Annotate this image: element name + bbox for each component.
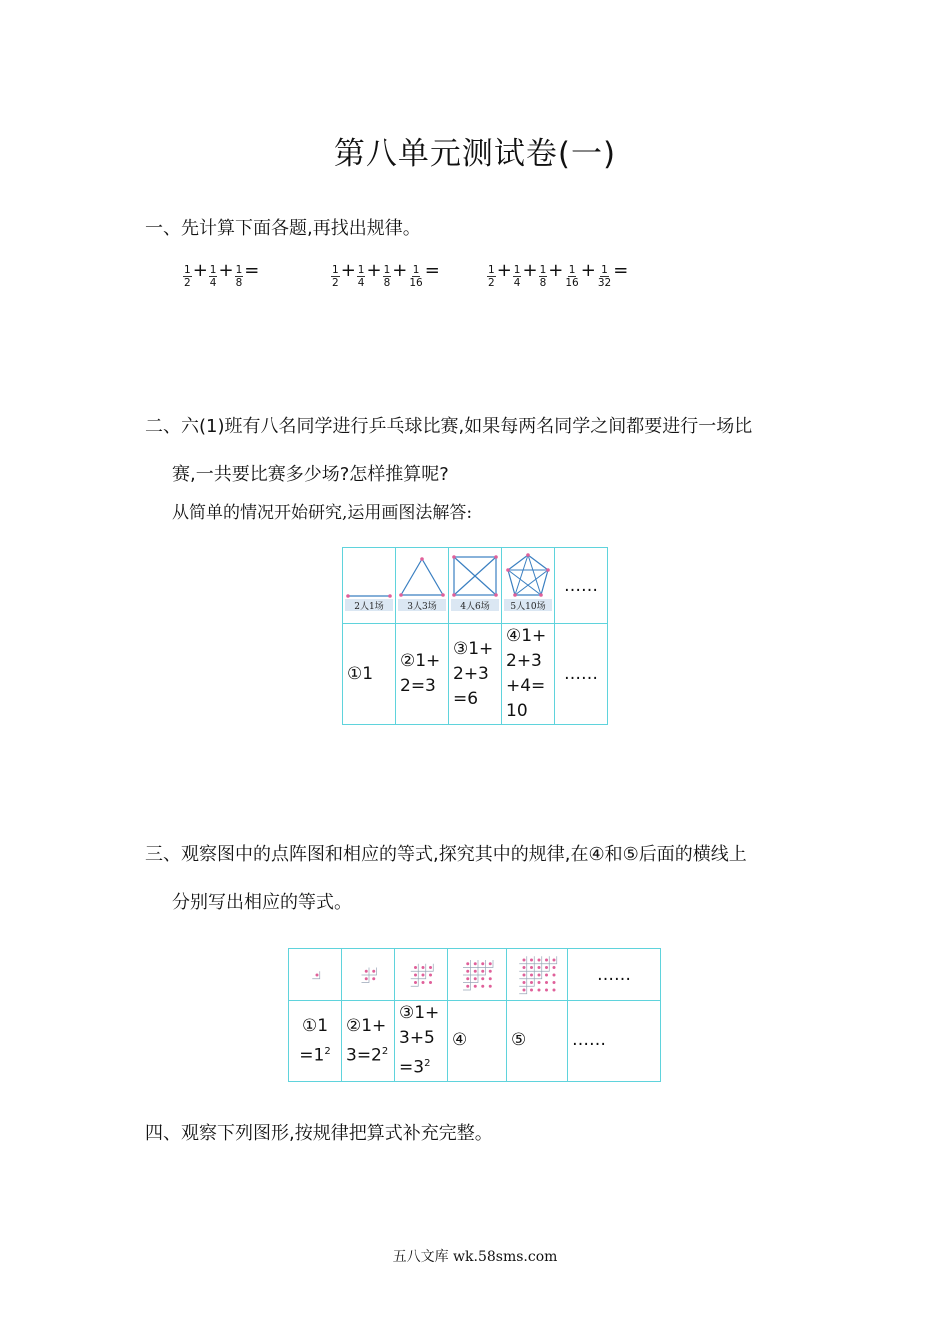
dot	[530, 966, 533, 969]
dot	[365, 977, 368, 980]
fraction-numerator: 1	[184, 264, 191, 276]
five-players-diagram	[502, 549, 554, 623]
page-title: 第八单元测试卷(一)	[333, 136, 617, 172]
handshake-table	[342, 547, 608, 725]
fraction	[331, 264, 340, 289]
formula-4-line-4: 10	[506, 701, 528, 721]
dot-formula-cell-2	[342, 1001, 395, 1082]
dot-formula-1-line-1: ①1	[301, 1015, 329, 1036]
dot	[489, 977, 492, 980]
dot	[466, 962, 469, 965]
pic-cell-4	[449, 548, 502, 624]
fraction-denominator: 8	[539, 277, 547, 289]
formula-4-line-1: ④1+	[506, 626, 547, 646]
dot-cell-5	[507, 949, 568, 1001]
three-players-diagram	[396, 549, 448, 623]
dot-formula-cell-1	[289, 1001, 342, 1082]
fraction-denominator: 4	[209, 277, 217, 289]
plus-sign: +	[548, 260, 564, 281]
pic-label-2: 2人1场	[354, 601, 384, 612]
fraction-numerator: 1	[601, 264, 608, 276]
dot	[429, 981, 432, 984]
dot-cell-3	[395, 949, 448, 1001]
dot-formula-3-line-2: 3+5	[399, 1028, 435, 1048]
fraction	[383, 264, 392, 289]
expression-1	[182, 260, 260, 289]
equals-sign: =	[244, 260, 260, 281]
fraction	[539, 264, 548, 289]
dot	[474, 984, 477, 987]
pic-label-4: 4人6场	[460, 601, 490, 612]
fraction-denominator: 16	[565, 277, 579, 289]
fraction-numerator: 1	[235, 264, 243, 276]
dot-ellipsis-bottom: ……	[568, 1001, 661, 1082]
formula-1-line-1: ①1	[347, 663, 374, 684]
dot-cell-2	[342, 949, 395, 1001]
dot-cell-4	[448, 949, 507, 1001]
dot	[422, 966, 425, 969]
dot-ellipsis-top: ……	[568, 949, 661, 1001]
dot	[545, 958, 548, 961]
dot	[545, 981, 548, 984]
fraction-numerator: 1	[568, 264, 576, 276]
formula-cell-4	[502, 624, 555, 725]
dot	[466, 984, 469, 987]
ellipsis-cell-bottom: ……	[555, 624, 608, 725]
fraction-numerator: 1	[513, 264, 521, 276]
four-players-diagram	[449, 549, 501, 623]
fraction-denominator: 8	[235, 277, 243, 289]
dot	[523, 973, 526, 976]
dot	[553, 966, 556, 969]
formula-4-line-3: +4=	[506, 676, 546, 696]
question-3-text-line2: 分别写出相应的等式。	[172, 892, 352, 913]
dot	[530, 988, 533, 991]
dot	[474, 977, 477, 980]
fraction	[357, 264, 366, 289]
footer-watermark: 五八文库 wk.58sms.com	[392, 1249, 558, 1265]
fraction	[235, 264, 244, 289]
plus-sign: +	[392, 260, 408, 281]
question-1-text: 一、先计算下面各题,再找出规律。	[145, 218, 421, 239]
fraction-numerator: 1	[383, 264, 391, 276]
formula-3-line-1: ③1+	[453, 638, 494, 659]
dot	[429, 973, 432, 976]
formula-cell-2	[396, 624, 449, 725]
dot	[538, 988, 541, 991]
dot	[414, 966, 417, 969]
expression-2	[330, 260, 440, 289]
dot	[422, 973, 425, 976]
ellipsis-cell-top: ……	[555, 548, 608, 624]
fraction	[209, 264, 218, 289]
fraction	[597, 264, 612, 289]
dot	[553, 988, 556, 991]
fraction-numerator: 1	[488, 264, 495, 276]
dot	[422, 981, 425, 984]
dot	[523, 958, 526, 961]
dot	[466, 977, 469, 980]
dot	[523, 981, 526, 984]
formula-cell-3	[449, 624, 502, 725]
formula-3-line-2: 2+3	[453, 663, 489, 684]
fraction-denominator: 2	[184, 277, 191, 289]
dot	[538, 958, 541, 961]
equals-sign: =	[613, 260, 629, 281]
dot-formula-2-line-2: $3=2^2$	[346, 1045, 389, 1066]
formula-4-line-2: 2+3	[506, 651, 542, 671]
dot	[489, 962, 492, 965]
plus-sign: +	[218, 260, 234, 281]
dot	[316, 973, 319, 976]
fraction-denominator: 4	[357, 277, 365, 289]
fraction	[408, 264, 423, 289]
fraction-numerator: 1	[357, 264, 365, 276]
plus-sign: +	[192, 260, 208, 281]
fraction	[183, 264, 192, 289]
dot	[474, 969, 477, 972]
two-players-diagram	[343, 549, 395, 623]
formula-2-line-2: 2=3	[400, 676, 436, 696]
dot	[553, 981, 556, 984]
dot-array-2x2	[342, 950, 394, 1000]
dot	[489, 969, 492, 972]
fraction	[487, 264, 496, 289]
pic-cell-5	[502, 548, 555, 624]
dot	[530, 958, 533, 961]
dot	[429, 966, 432, 969]
dot-formula-3-line-3: $=3^2$	[399, 1057, 431, 1078]
dot	[545, 973, 548, 976]
fraction-denominator: 8	[383, 277, 391, 289]
fraction	[564, 264, 579, 289]
dot-formula-cell-5[interactable]	[507, 1001, 568, 1082]
dot	[538, 981, 541, 984]
dot	[372, 977, 375, 980]
question-2-hint: 从简单的情况开始研究,运用画图法解答:	[172, 503, 473, 523]
plus-sign: +	[580, 260, 596, 281]
plus-sign: +	[496, 260, 512, 281]
question-4-text: 四、观察下列图形,按规律把算式补充完整。	[145, 1123, 493, 1144]
dot-array-1x1	[289, 950, 341, 1000]
dot	[365, 969, 368, 972]
dot	[523, 966, 526, 969]
plus-sign: +	[366, 260, 382, 281]
dot	[481, 962, 484, 965]
plus-sign: +	[522, 260, 538, 281]
dot-array-5x5	[507, 950, 567, 1000]
dot	[414, 981, 417, 984]
pic-label-5: 5人10场	[510, 601, 546, 612]
pic-label-3: 3人3场	[407, 601, 437, 612]
dot-array-3x3	[395, 950, 447, 1000]
pic-cell-2	[343, 548, 396, 624]
dot	[538, 973, 541, 976]
fraction-denominator: 32	[597, 277, 612, 289]
fraction-numerator: 1	[209, 264, 217, 276]
fraction-numerator: 1	[332, 264, 339, 276]
dot	[474, 962, 477, 965]
dot	[538, 966, 541, 969]
pic-cell-3	[396, 548, 449, 624]
dot-formula-1-line-2: $=1^2$	[299, 1045, 331, 1066]
question-3-text-line1: 三、观察图中的点阵图和相应的等式,探究其中的规律,在④和⑤后面的横线上	[145, 844, 747, 865]
dot	[553, 958, 556, 961]
formula-3-line-3: =6	[453, 688, 479, 709]
dot-cell-1	[289, 949, 342, 1001]
dot-formula-2-line-1: ②1+	[346, 1015, 387, 1036]
expression-3	[486, 260, 629, 289]
plus-sign: +	[340, 260, 356, 281]
equals-sign: =	[424, 260, 440, 281]
dot	[372, 969, 375, 972]
dot	[481, 977, 484, 980]
fraction-denominator: 4	[513, 277, 521, 289]
fraction-denominator: 2	[488, 277, 495, 289]
blank-5-label: ⑤	[511, 1030, 527, 1051]
dot	[481, 984, 484, 987]
dot-formula-cell-4[interactable]	[448, 1001, 507, 1082]
blank-4-label: ④	[452, 1030, 468, 1051]
dot	[489, 984, 492, 987]
dot	[553, 973, 556, 976]
dot-array-table	[288, 948, 661, 1082]
fraction	[513, 264, 522, 289]
dot	[414, 973, 417, 976]
formula-cell-1	[343, 624, 396, 725]
dot-array-4x4	[448, 950, 506, 1000]
dot	[545, 966, 548, 969]
fraction-numerator: 1	[412, 264, 420, 276]
fraction-denominator: 2	[332, 277, 339, 289]
fraction-numerator: 1	[539, 264, 547, 276]
dot-formula-cell-3	[395, 1001, 448, 1082]
dot	[530, 973, 533, 976]
dot	[466, 969, 469, 972]
question-2-text-line1: 二、六(1)班有八名同学进行乒乓球比赛,如果每两名同学之间都要进行一场比	[145, 416, 753, 437]
formula-2-line-1: ②1+	[400, 651, 441, 671]
dot	[523, 988, 526, 991]
dot	[530, 981, 533, 984]
fraction-denominator: 16	[409, 277, 423, 289]
dot-formula-3-line-1: ③1+	[399, 1003, 440, 1023]
question-2-text-line2: 赛,一共要比赛多少场?怎样推算呢?	[172, 464, 449, 485]
dot	[545, 988, 548, 991]
dot	[481, 969, 484, 972]
